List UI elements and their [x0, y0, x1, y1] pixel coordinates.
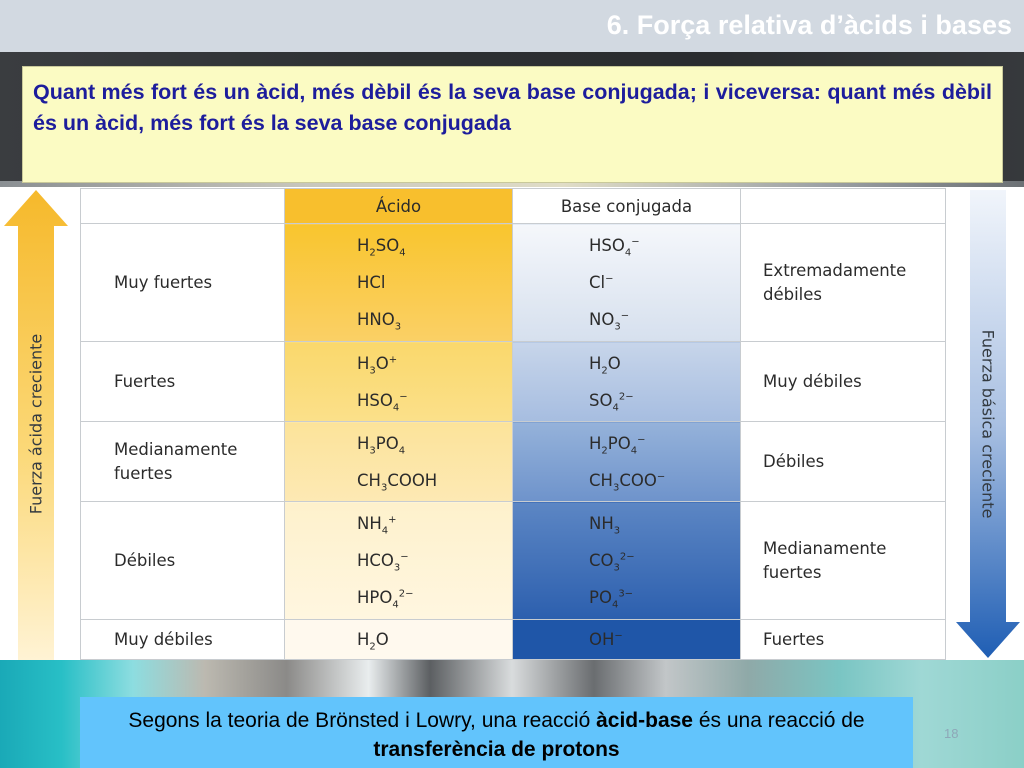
statement-box: [22, 66, 1003, 183]
table-row: [81, 224, 946, 342]
base-formula: $H_2PO_4^-$: [589, 433, 646, 456]
base-formula: Cl−: [589, 273, 614, 292]
table-row: [81, 502, 946, 620]
footer-bold-proton-transfer: transferència de protons: [373, 738, 620, 761]
acid-formula: $HPO_4^{2-}$: [357, 588, 414, 611]
acid-formula: HCl: [357, 273, 386, 292]
acid-formula: $HSO_4^-$: [357, 390, 408, 413]
table-row: [81, 342, 946, 422]
acid-formula: $H_3O^+$: [357, 353, 398, 376]
acid-formula: $NH_4^+$: [357, 514, 397, 537]
acid-cell: [285, 422, 513, 502]
base-formula: $SO_4^{2-}$: [589, 390, 634, 413]
acid-strength-category: Muy débiles: [81, 620, 285, 660]
acid-base-strength-table: [80, 188, 946, 660]
table-row: [81, 620, 946, 660]
conjugate-base-cell: [513, 620, 741, 660]
acid-cell: [285, 342, 513, 422]
acid-strength-category: Débiles: [81, 502, 285, 620]
acid-formula: $HNO_3$: [357, 310, 402, 333]
statement-text: Quant més fort és un àcid, més dèbil és la seva base conjugada; i viceversa: quant més dèbil és un àcid, més fort és la seva base conjugada: [33, 80, 992, 135]
base-formula: $NH_3$: [589, 514, 621, 537]
header-category: [81, 189, 285, 224]
table-header-row: [81, 189, 946, 224]
conjugate-base-cell: [513, 502, 741, 620]
acid-formula: $H_2O$: [357, 630, 389, 653]
base-formula: $CO_3^{2-}$: [589, 551, 635, 574]
acid-strength-category: Medianamente fuertes: [81, 422, 285, 502]
acid-cell: [285, 620, 513, 660]
base-strength-description: Fuertes: [741, 620, 946, 660]
base-formula: $CH_3COO^-$: [589, 470, 666, 493]
header-base-strength: [741, 189, 946, 224]
acid-strength-category: Fuertes: [81, 342, 285, 422]
conjugate-base-cell: [513, 422, 741, 502]
acid-cell: [285, 502, 513, 620]
title-bar: [0, 0, 1024, 52]
acid-formula: $CH_3COOH$: [357, 470, 438, 493]
footer-text-1: Segons la teoria de Brönsted i Lowry, una reacció: [128, 709, 597, 732]
bronsted-lowry-box: [80, 697, 913, 768]
acid-formula: $H_3PO_4$: [357, 433, 406, 456]
page-number: 18: [944, 726, 959, 741]
base-formula: $H_2O$: [589, 353, 621, 376]
base-formula: $NO_3^-$: [589, 310, 630, 333]
base-arrow-label: Fuerza básica creciente: [978, 329, 998, 519]
acid-arrow-label: Fuerza ácida creciente: [26, 333, 46, 515]
base-strength-description: Débiles: [741, 422, 946, 502]
header-conjugate-base: Base conjugada: [513, 189, 741, 224]
base-strength-description: Medianamente fuertes: [741, 502, 946, 620]
header-acid: Ácido: [285, 189, 513, 224]
conjugate-base-cell: [513, 224, 741, 342]
acid-cell: [285, 224, 513, 342]
table-row: [81, 422, 946, 502]
acid-strength-category: Muy fuertes: [81, 224, 285, 342]
base-strength-description: Extremadamente débiles: [741, 224, 946, 342]
acid-formula: $HCO_3^-$: [357, 551, 409, 574]
base-formula: $PO_4^{3-}$: [589, 588, 634, 611]
acid-formula: $H_2SO_4$: [357, 236, 406, 259]
base-strength-description: Muy débiles: [741, 342, 946, 422]
base-formula: OH−: [589, 630, 623, 649]
slide-title: 6. Força relativa d’àcids i bases: [606, 10, 1012, 40]
footer-text-2: és una reacció de: [693, 709, 865, 732]
base-formula: $HSO_4^-$: [589, 236, 640, 259]
footer-bold-acid-base: àcid-base: [596, 709, 693, 732]
conjugate-base-cell: [513, 342, 741, 422]
